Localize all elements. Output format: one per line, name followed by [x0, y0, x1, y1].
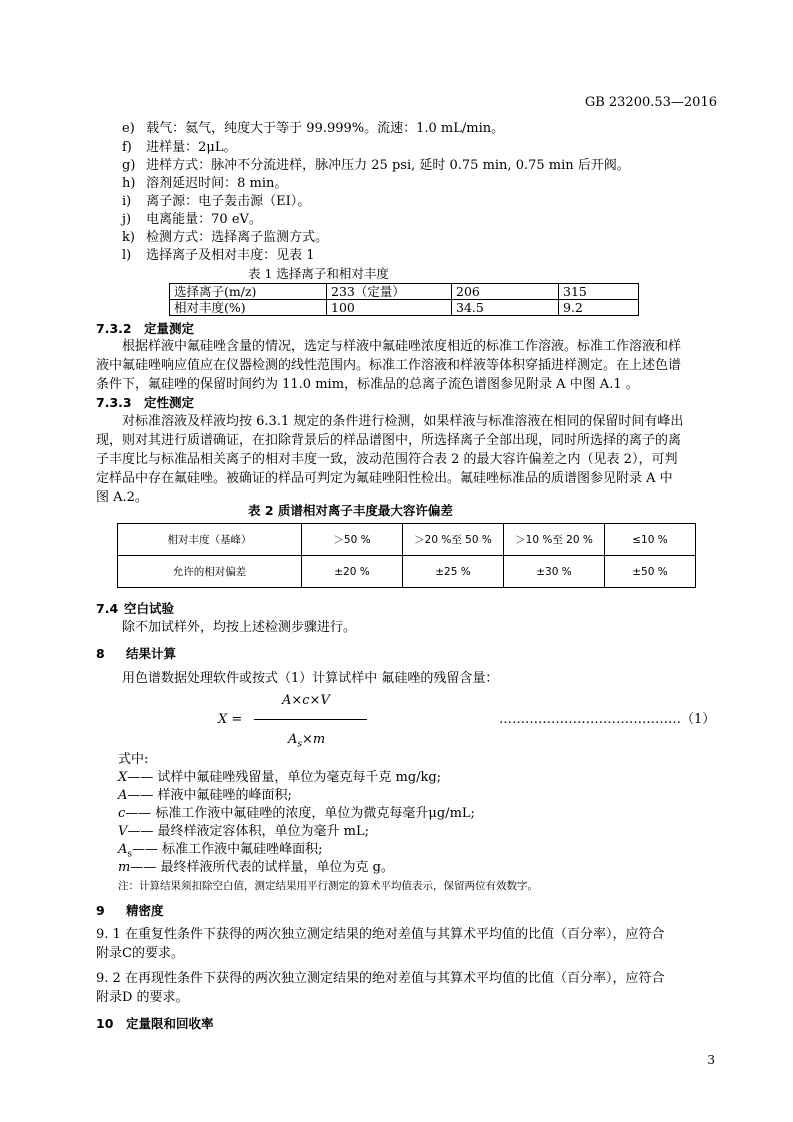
condition-label: g) — [122, 158, 136, 173]
section-title: 结果计算 — [126, 646, 177, 661]
condition-item — [122, 229, 328, 247]
section-heading — [96, 600, 174, 618]
condition-item — [122, 211, 262, 229]
condition-item — [122, 157, 630, 175]
condition-label: e) — [122, 121, 135, 136]
table-row — [118, 524, 696, 556]
condition-text: 溶剂延迟时间：8 min。 — [146, 176, 288, 191]
variable-item: X—— 试样中氟硅唑残留量，单位为毫克每千克 mg/kg; — [118, 770, 442, 785]
section-title: 精密度 — [126, 903, 164, 918]
condition-text: 进样量：2μL。 — [146, 140, 237, 155]
table-cell: ±50 % — [605, 556, 696, 588]
table2-caption: 表 2 质谱相对离子丰度最大容许偏差 — [248, 503, 453, 518]
paragraph-line: 9. 2 在再现性条件下获得的两次独立测定结果的绝对差值与其算术平均值的比值（百分率），应符合 — [96, 971, 665, 986]
variable-item: $A_s——$ 标准工作液中氟硅唑峰面积; — [118, 842, 323, 860]
table-cell: ＞20 %至 50 % — [403, 524, 504, 556]
formula-lhs: X = — [218, 712, 243, 727]
table-cell: 100 — [327, 300, 452, 316]
section-number: 9 — [96, 903, 105, 918]
condition-text: 电离能量：70 eV。 — [146, 212, 262, 227]
paragraph-line: 液中氟硅唑响应值应在仪器检测的线性范围内。标准工作溶液和样液等体积穿插进样测定。在上述色谱 — [96, 358, 682, 373]
where-label: 式中: — [118, 752, 149, 767]
condition-item — [122, 175, 287, 193]
condition-label: j) — [122, 212, 132, 227]
section-number: 7.4 — [96, 601, 119, 616]
section-heading — [96, 320, 194, 338]
condition-label: l) — [122, 248, 132, 263]
table-cell: ＞10 %至 20 % — [504, 524, 605, 556]
paragraph-line: 用色谱数据处理软件或按式（1）计算试样中 氟硅唑的残留含量： — [122, 671, 499, 686]
paragraph-line: 图 A.2。 — [96, 490, 148, 505]
paragraph-line: 根据样液中氟硅唑含量的情况，选定与样液中氟硅唑浓度相近的标准工作溶液。标准工作溶液和样 — [122, 339, 682, 354]
variable-item: V—— 最终样液定容体积，单位为毫升 mL; — [118, 824, 369, 839]
fraction-bar — [254, 719, 367, 720]
calculation-note: 注：计算结果须扣除空白值，测定结果用平行测定的算术平均值表示，保留两位有效数字。 — [118, 880, 538, 892]
section-heading — [96, 902, 164, 920]
section-number: 10 — [96, 1016, 114, 1031]
table-cell: ≤10 % — [605, 524, 696, 556]
section-title: 空白试验 — [124, 601, 175, 616]
condition-label: k) — [122, 230, 135, 245]
section-heading — [96, 645, 176, 663]
paragraph-line: 现，则对其进行质谱确证，在扣除背景后的样品谱图中，所选择离子全部出现，同时所选择的离子的离 — [96, 433, 682, 448]
variable-item: A—— 样液中氟硅唑的峰面积; — [118, 788, 292, 803]
table-cell: ＞50 % — [302, 524, 403, 556]
table1-caption: 表 1 选择离子和相对丰度 — [248, 266, 389, 281]
condition-text: 检测方式：选择离子监测方式。 — [146, 230, 329, 245]
paragraph-line: 除不加试样外，均按上述检测步骤进行。 — [122, 620, 357, 635]
section-heading — [96, 1015, 214, 1033]
table-cell: 206 — [452, 284, 559, 300]
section-number: 7.3.2 — [96, 321, 132, 336]
section-number: 7.3.3 — [96, 395, 132, 410]
table-cell: 相对丰度（基峰） — [118, 524, 302, 556]
variable-item: m—— 最终样液所代表的试样量，单位为克 g。 — [118, 860, 394, 875]
paragraph-line: 子丰度比与标准品相关离子的相对丰度一致，波动范围符合表 2 的最大容许偏差之内（见表 2），可判 — [96, 452, 678, 467]
table1 — [169, 283, 639, 316]
formula-number: ……………………………………（1） — [499, 712, 716, 727]
table-cell: 9.2 — [559, 300, 639, 316]
paragraph-line: 对标准溶液及样液均按 6.3.1 规定的条件进行检测，如果样液与标准溶液在相同的保留时间有峰出 — [122, 414, 684, 429]
section-heading — [96, 394, 194, 412]
condition-label: h) — [122, 176, 136, 191]
table2 — [117, 523, 696, 588]
table-row — [118, 556, 696, 588]
table-cell: 233（定量） — [327, 284, 452, 300]
section-title: 定量限和回收率 — [126, 1016, 214, 1031]
formula-denominator: $A_s\times m$ — [288, 732, 326, 750]
section-title: 定性测定 — [144, 395, 195, 410]
table-cell: 相对丰度(%) — [170, 300, 327, 316]
condition-item — [122, 193, 310, 211]
page-number: 3 — [707, 1053, 715, 1067]
condition-text: 离子源：电子轰击源（EI）。 — [146, 194, 311, 209]
table-row — [170, 284, 639, 300]
condition-item — [122, 247, 315, 265]
table-cell: 允许的相对偏差 — [118, 556, 302, 588]
condition-label: f) — [122, 140, 132, 155]
variable-item: c—— 标准工作液中氟硅唑的浓度，单位为微克每毫升μg/mL; — [118, 806, 475, 821]
table-row — [170, 300, 639, 316]
section-title: 定量测定 — [144, 321, 195, 336]
paragraph-line: 附录D 的要求。 — [96, 990, 189, 1005]
paragraph-line: 定样品中存在氟硅唑。被确证的样品可判定为氟硅唑阳性检出。氟硅唑标准品的质谱图参见附录 A 中 — [96, 471, 673, 486]
condition-text: 载气：氦气，纯度大于等于 99.999%。流速：1.0 mL/min。 — [146, 121, 505, 136]
table-cell: ±25 % — [403, 556, 504, 588]
condition-label: i) — [122, 194, 132, 209]
table-cell: 34.5 — [452, 300, 559, 316]
paragraph-line: 条件下，氟硅唑的保留时间约为 11.0 mim，标准品的总离子流色谱图参见附录 A 中图 A.1 。 — [96, 377, 639, 392]
table-cell: 315 — [559, 284, 639, 300]
table-cell: ±20 % — [302, 556, 403, 588]
condition-text: 进样方式：脉冲不分流进样，脉冲压力 25 psi, 延时 0.75 min, 0.75 min 后开阀。 — [146, 158, 630, 173]
table-cell: ±30 % — [504, 556, 605, 588]
condition-text: 选择离子及相对丰度：见表 1 — [146, 248, 315, 263]
paragraph-line: 9. 1 在重复性条件下获得的两次独立测定结果的绝对差值与其算术平均值的比值（百分率），应符合 — [96, 927, 665, 942]
condition-item — [122, 120, 504, 138]
condition-item — [122, 139, 237, 157]
section-number: 8 — [96, 646, 105, 661]
table-cell: 选择离子(m/z) — [170, 284, 327, 300]
paragraph-line: 附录C的要求。 — [96, 946, 184, 961]
standard-code-header: GB 23200.53—2016 — [584, 95, 717, 110]
formula-numerator: A×c×V — [282, 693, 330, 708]
